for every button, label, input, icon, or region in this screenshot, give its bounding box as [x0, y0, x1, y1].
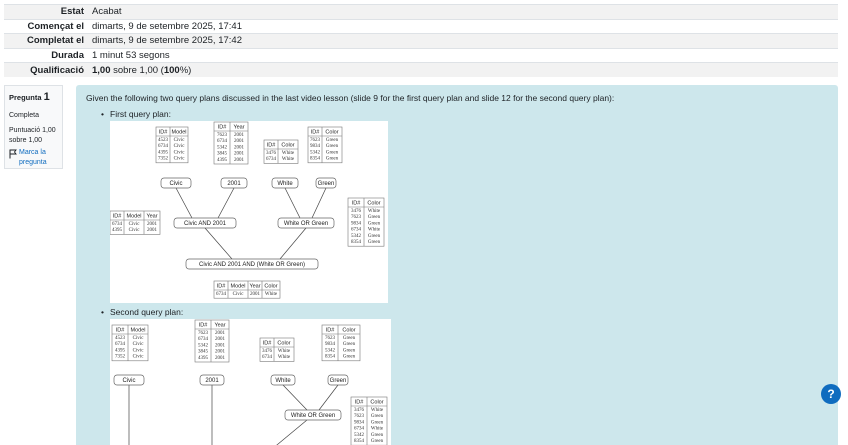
summary-label: Estat — [4, 5, 88, 20]
table-cell: 8354 — [351, 240, 361, 245]
table-cell: 7623 — [325, 336, 335, 341]
table-cell: Civic — [173, 144, 185, 150]
table-cell: 3476 — [351, 209, 361, 214]
table-cell: Civic — [132, 348, 144, 354]
grade-text-end: %) — [179, 64, 192, 76]
table-header: ID# — [216, 283, 226, 290]
table-cell: 4523 — [115, 336, 125, 341]
table-cell: 6734 — [262, 355, 272, 361]
or-result-table — [351, 397, 387, 445]
table-cell: Civic — [128, 228, 140, 234]
table-cell: 9834 — [325, 342, 335, 348]
table-cell: Civic — [173, 138, 185, 143]
table-cell: 2001 — [234, 145, 244, 151]
node-label: Civic AND 2001 AND (White OR Green) — [198, 262, 306, 269]
question-content — [76, 85, 838, 445]
table-header: ID# — [198, 322, 208, 329]
table-cell: 7623 — [351, 215, 361, 221]
leaf-node — [161, 178, 191, 188]
table-cell: 2001 — [215, 337, 225, 343]
table-cell: Green — [325, 144, 339, 150]
question-index: 1 — [43, 91, 50, 103]
table-header: ID# — [112, 213, 122, 220]
node-label: White — [275, 378, 291, 385]
node-label: Civic AND 2001 — [183, 221, 227, 228]
flag-icon — [9, 149, 17, 159]
table-cell: Civic — [173, 150, 185, 156]
question-number — [9, 90, 58, 105]
table-cell: Green — [370, 432, 384, 438]
table-cell: Green — [367, 221, 381, 227]
table-cell: 2001 — [234, 151, 244, 157]
table-cell: 4395 — [198, 355, 208, 361]
table-cell: 9834 — [354, 420, 364, 426]
plan-edge — [205, 228, 232, 259]
table-cell: 9834 — [351, 221, 361, 227]
table-cell: 2001 — [215, 349, 225, 355]
question-status: Completa — [9, 111, 39, 119]
table-cell: Green — [325, 156, 339, 162]
table-cell: 8354 — [310, 156, 320, 162]
table-cell: Green — [325, 150, 339, 156]
table-header: Color — [277, 340, 291, 347]
or-node — [285, 410, 341, 420]
table-header: ID# — [354, 399, 364, 406]
first-query-plan-diagram — [110, 121, 388, 303]
table-cell: 2001 — [215, 343, 225, 349]
node-label: Green — [317, 181, 335, 188]
node-label: 2001 — [227, 181, 241, 188]
summary-row-completed — [4, 34, 838, 49]
table-cell: 6734 — [158, 144, 168, 150]
table-header: Color — [370, 399, 384, 406]
table-cell: Green — [342, 354, 356, 360]
green-table — [322, 325, 360, 361]
query-plan-list — [86, 109, 828, 445]
table-cell: 6734 — [216, 292, 226, 297]
or-node — [278, 218, 334, 228]
year-table — [214, 122, 248, 164]
table-header: Model — [230, 283, 246, 290]
table-header: Color — [264, 283, 278, 290]
table-cell: 6734 — [112, 222, 122, 227]
leaf-node — [316, 178, 336, 188]
table-cell: 2001 — [215, 331, 225, 336]
table-header: ID# — [266, 142, 276, 149]
table-cell: Green — [325, 138, 339, 143]
table-cell: 5342 — [198, 343, 208, 349]
table-header: Year — [146, 213, 158, 220]
model-table — [112, 325, 148, 361]
plan-edge — [176, 188, 192, 218]
plan-edge — [285, 188, 300, 218]
table-header: ID# — [262, 340, 272, 347]
table-cell: 6734 — [198, 337, 208, 343]
table-cell: 6734 — [115, 342, 125, 348]
table-cell: Green — [342, 336, 356, 341]
table-cell: Civic — [132, 354, 144, 360]
plan-edge — [280, 228, 306, 259]
summary-value: Acabat — [88, 5, 838, 20]
table-cell: White — [367, 209, 381, 214]
year-table — [195, 320, 229, 362]
table-header: ID# — [115, 327, 125, 334]
table-header: ID# — [217, 124, 227, 131]
leaf-node — [221, 178, 247, 188]
table-cell: Civic — [173, 156, 185, 162]
list-item — [110, 109, 828, 303]
summary-label: Completat el — [4, 34, 88, 49]
table-header: Model — [171, 129, 187, 136]
table-cell: Civic — [132, 342, 144, 348]
table-cell: 3845 — [198, 349, 208, 355]
table-cell: Green — [342, 348, 356, 354]
table-cell: 3476 — [354, 408, 364, 413]
help-button[interactable] — [821, 384, 841, 404]
question-circle-icon: ? — [827, 387, 835, 401]
table-cell: 2001 — [234, 157, 244, 163]
question-text: Given the following two query plans discussed in the last video lesson (slide 9 for the first query plan and slide 12 for the second query plan): — [86, 93, 615, 103]
table-cell: 7352 — [158, 156, 168, 162]
second-query-plan-diagram — [110, 319, 391, 445]
table-header: Year — [233, 124, 245, 131]
node-label: White OR Green — [283, 221, 329, 228]
plan-edge — [283, 385, 307, 410]
table-cell: Green — [367, 240, 381, 245]
or-result-table — [348, 198, 384, 246]
table-cell: 9834 — [310, 144, 320, 150]
first-plan-label: • First query plan: — [110, 109, 171, 119]
question-points: Puntuació 1,00 sobre 1,00 — [9, 127, 56, 144]
plan-edge — [218, 188, 234, 218]
attempt-summary-table — [4, 4, 838, 77]
summary-value — [88, 63, 838, 78]
flag-question-link[interactable] — [9, 148, 58, 167]
table-cell: 7623 — [354, 414, 364, 420]
table-cell: 4395 — [112, 228, 122, 234]
node-label: Green — [329, 378, 347, 385]
table-cell: 7623 — [198, 331, 208, 336]
table-cell: Green — [370, 420, 384, 426]
flag-question-label[interactable]: Marca la pregunta — [19, 149, 47, 166]
leaf-node — [114, 375, 144, 385]
summary-value: 1 minut 53 segons — [88, 48, 838, 63]
table-cell: 5342 — [354, 432, 364, 438]
table-cell: White — [281, 157, 295, 163]
table-cell: White — [370, 426, 384, 432]
table-cell: 2001 — [234, 139, 244, 145]
node-label: 2001 — [205, 378, 219, 385]
node-label: White — [277, 181, 293, 188]
table-cell: Civic — [128, 222, 140, 227]
node-label: Civic — [169, 181, 183, 188]
summary-row-state — [4, 5, 838, 20]
table-cell: 4523 — [158, 138, 168, 143]
model-table — [156, 127, 188, 163]
table-cell: Civic — [132, 336, 144, 341]
table-cell: White — [277, 355, 291, 361]
table-header: Model — [130, 327, 146, 334]
leaf-node — [272, 178, 298, 188]
leaf-node — [328, 375, 348, 385]
table-cell: 5342 — [217, 145, 227, 151]
plan-edge — [319, 385, 338, 410]
table-cell: Green — [370, 439, 384, 444]
table-cell: 7623 — [217, 133, 227, 138]
white-table — [264, 140, 298, 163]
table-cell: 4395 — [158, 150, 168, 156]
table-cell: 2001 — [147, 222, 157, 227]
node-label: White OR Green — [290, 413, 336, 420]
table-cell: Civic — [232, 292, 244, 297]
table-cell: White — [264, 292, 278, 297]
second-plan-label: • Second query plan: — [110, 307, 184, 317]
table-cell: Green — [370, 414, 384, 420]
table-cell: 7352 — [115, 354, 125, 360]
summary-row-grade — [4, 63, 838, 78]
table-cell: Green — [367, 233, 381, 239]
table-cell: 4395 — [115, 348, 125, 354]
table-header: Color — [281, 142, 295, 149]
table-header: Model — [126, 213, 142, 220]
summary-label: Qualificació — [4, 63, 88, 78]
node-label: Civic — [122, 378, 136, 385]
table-header: ID# — [158, 129, 168, 136]
plan-edge — [312, 188, 326, 218]
green-table — [308, 127, 342, 163]
root-node — [186, 259, 318, 269]
table-cell: 4395 — [217, 157, 227, 163]
summary-value: dimarts, 9 de setembre 2025, 17:42 — [88, 34, 838, 49]
table-cell: 5342 — [310, 150, 320, 156]
question-info-box — [4, 85, 63, 169]
table-cell: Green — [367, 215, 381, 221]
summary-row-duration — [4, 48, 838, 63]
table-header: Year — [214, 322, 226, 329]
table-cell: 5342 — [325, 348, 335, 354]
summary-value: dimarts, 9 de setembre 2025, 17:41 — [88, 19, 838, 34]
table-cell: 3845 — [217, 151, 227, 157]
grade-text: sobre 1,00 ( — [110, 64, 164, 76]
question-title: Pregunta — [9, 93, 42, 102]
table-cell: 6734 — [351, 227, 361, 233]
table-cell: 2001 — [147, 228, 157, 234]
leaf-node — [271, 375, 295, 385]
white-table — [260, 338, 294, 361]
table-header: ID# — [325, 327, 335, 334]
final-result-table — [214, 281, 280, 298]
table-cell: 2001 — [250, 292, 260, 297]
leaf-node — [200, 375, 224, 385]
table-cell: 6734 — [266, 157, 276, 163]
table-header: Year — [249, 283, 261, 290]
table-header: Color — [325, 129, 339, 136]
table-header: Color — [367, 200, 381, 207]
and-node — [174, 218, 236, 228]
grade-score: 1,00 — [92, 64, 111, 76]
summary-label: Començat el — [4, 19, 88, 34]
table-header: ID# — [310, 129, 320, 136]
table-cell: Green — [342, 342, 356, 348]
table-cell: 5342 — [351, 233, 361, 239]
list-item — [110, 307, 828, 445]
plan-edge — [260, 420, 307, 445]
table-header: Color — [342, 327, 356, 334]
table-cell: 3476 — [266, 151, 276, 156]
and-result-table — [110, 211, 160, 234]
summary-label: Durada — [4, 48, 88, 63]
table-cell: 8354 — [354, 439, 364, 444]
table-cell: 8354 — [325, 354, 335, 360]
grade-percent: 100 — [163, 64, 180, 76]
table-cell: White — [370, 408, 384, 413]
table-cell: 3476 — [262, 349, 272, 354]
table-cell: 6734 — [217, 139, 227, 145]
summary-row-started — [4, 19, 838, 34]
table-cell: White — [367, 227, 381, 233]
table-cell: 2001 — [215, 355, 225, 361]
table-cell: 2001 — [234, 133, 244, 138]
table-cell: 7623 — [310, 138, 320, 143]
table-header: ID# — [351, 200, 361, 207]
table-cell: White — [281, 151, 295, 156]
table-cell: 6734 — [354, 426, 364, 432]
table-cell: White — [277, 349, 291, 354]
